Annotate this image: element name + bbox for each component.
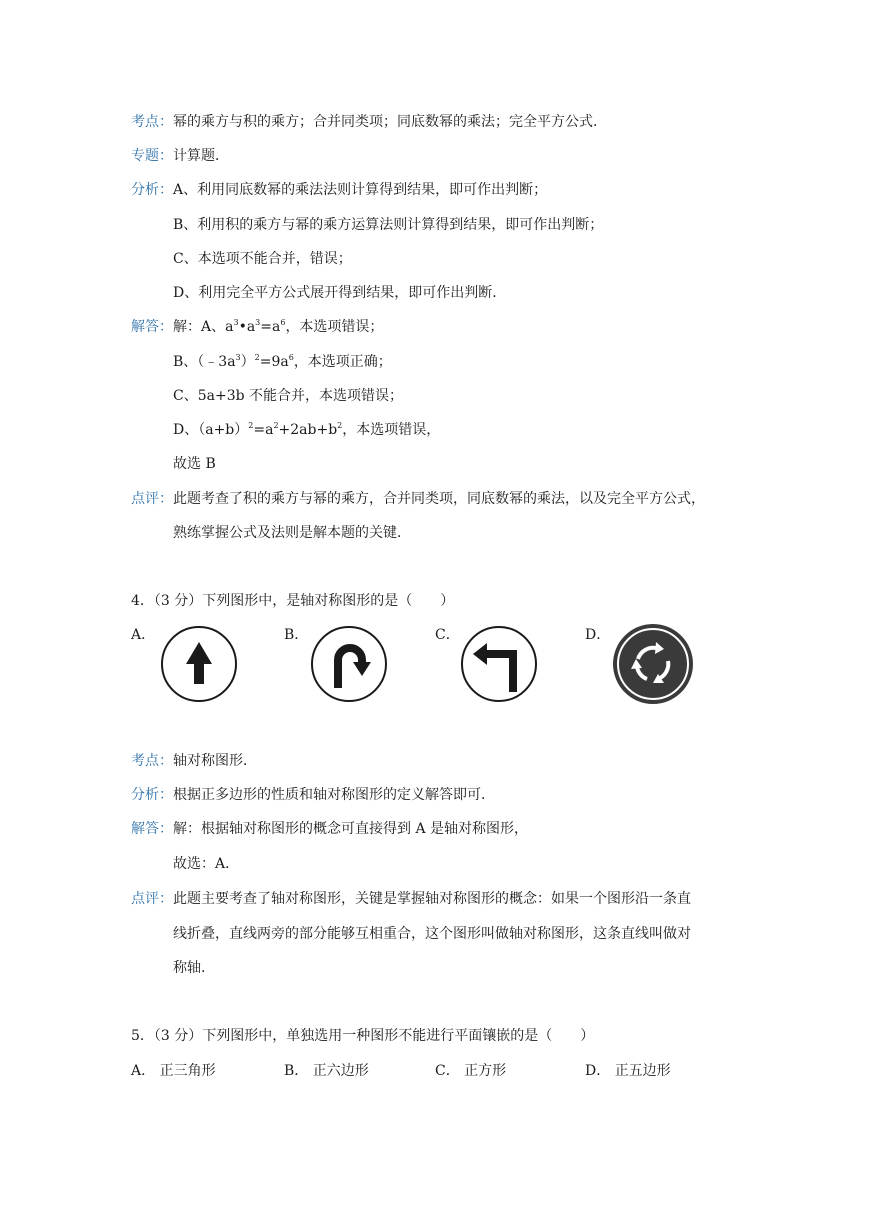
q3-fenxi-line [131,180,547,200]
fenxi-tag: 分析： [131,182,173,198]
q4-kaodian-line [131,751,257,771]
q4-fenxi-line [131,785,495,805]
option-text: 正方形 [464,1063,507,1079]
zhuanti-tag: 专题： [131,148,173,164]
zhuanti-text: 计算题． [173,148,229,164]
exponent: 6 [280,318,286,327]
up-arrow-sign-icon [159,624,239,704]
dianping-tag: 点评： [131,491,173,507]
jieda-a-suffix: ，本选项错误； [285,319,384,335]
jieda-d-line [173,420,440,440]
fenxi-tag: 分析： [131,787,173,803]
q4-option-b-letter: B． [284,627,309,643]
fenxi-line-c: C、本选项不能合并，错误； [173,251,352,267]
option-letter: C． [435,1063,460,1079]
q4-jieda-line [131,819,528,839]
dianping-text-3: 称轴． [173,960,215,976]
exponent: 2 [248,421,254,430]
option-letter: A． [131,1063,156,1079]
jieda-tag: 解答： [131,319,173,335]
jieda-d-suffix: ，本选项错误， [342,422,441,438]
q4-dianping-line [131,889,691,909]
q4-option-a-letter: A． [131,627,156,643]
jieda-conclusion: 故选 B [173,456,216,472]
jieda-text-1: 解：根据轴对称图形的概念可直接得到 A 是轴对称图形， [173,821,529,837]
dianping-text-1: 此题主要考查了轴对称图形，关键是掌握轴对称图形的概念：如果一个图形沿一条直 [173,891,691,907]
fenxi-line-a: A、利用同底数幂的乘法法则计算得到结果，即可作出判断； [173,182,548,198]
u-turn-right-sign-icon [309,624,389,704]
turn-left-sign-icon [459,624,539,704]
option-letter: B． [284,1063,309,1079]
jieda-d-prefix: D、（a+b） [173,422,249,438]
jieda-b-close: ） [240,354,255,370]
jieda-c-line: C、5a+3b 不能合并，本选项错误； [173,388,404,404]
kaodian-tag: 考点： [131,753,173,769]
jieda-a-prefix: 解：A、a [173,319,234,335]
jieda-b-eq: =9a [259,354,289,370]
q3-kaodian-line [131,112,607,132]
jieda-b-suffix: ，本选项正确； [293,354,392,370]
roundabout-sign-icon [612,623,694,705]
q5-stem: 5．（3 分）下列图形中，单独选用一种图形不能进行平面镶嵌的是（ ） [131,1028,595,1044]
kaodian-tag: 考点： [131,114,173,130]
q5-option-d[interactable] [585,1061,671,1081]
jieda-d-eq: =a [253,422,274,438]
q5-option-c[interactable] [435,1061,506,1081]
q3-dianping-line [131,489,705,509]
dianping-text-2: 熟练掌握公式及法则是解本题的关键． [173,525,411,541]
q3-jieda-line [131,317,383,337]
kaodian-text: 幂的乘方与积的乘方；合并同类项；同底数幂的乘法；完全平方公式． [173,114,607,130]
q4-stem: 4．（3 分）下列图形中，是轴对称图形的是（ ） [131,593,455,609]
q4-option-d-letter: D． [585,627,611,643]
exponent: 3 [235,353,241,362]
option-text: 正三角形 [159,1063,216,1079]
exponent: 3 [233,318,239,327]
option-letter: D． [585,1063,611,1079]
jieda-tag: 解答： [131,821,173,837]
q3-zhuanti-line [131,146,229,166]
kaodian-text: 轴对称图形． [173,753,257,769]
q5-option-b[interactable] [284,1061,369,1081]
q4-option-c-letter: C． [435,627,460,643]
jieda-text-2: 故选：A． [173,856,240,872]
q5-option-a[interactable] [131,1061,216,1081]
exponent: 2 [254,353,260,362]
exponent: 3 [255,318,261,327]
option-text: 正五边形 [614,1063,671,1079]
jieda-b-prefix: B、（﹣3a [173,354,236,370]
fenxi-line-b: B、利用积的乘方与幂的乘方运算法则计算得到结果，即可作出判断； [173,217,604,233]
dianping-tag: 点评： [131,891,173,907]
fenxi-line-d: D、利用完全平方公式展开得到结果，即可作出判断． [173,285,507,301]
exponent: 2 [337,421,343,430]
jieda-d-mid: +2ab+b [278,422,338,438]
jieda-b-line [173,352,392,372]
fenxi-text: 根据正多边形的性质和轴对称图形的定义解答即可． [173,787,495,803]
dianping-text-2: 线折叠，直线两旁的部分能够互相重合，这个图形叫做轴对称图形，这条直线叫做对 [173,926,691,942]
exponent: 6 [288,353,294,362]
dianping-text-1: 此题考查了积的乘方与幂的乘方，合并同类项，同底数幂的乘法，以及完全平方公式， [173,491,705,507]
exponent: 2 [273,421,279,430]
option-text: 正六边形 [312,1063,369,1079]
jieda-a-dot: •a [238,319,256,335]
jieda-a-eq: =a [260,319,281,335]
